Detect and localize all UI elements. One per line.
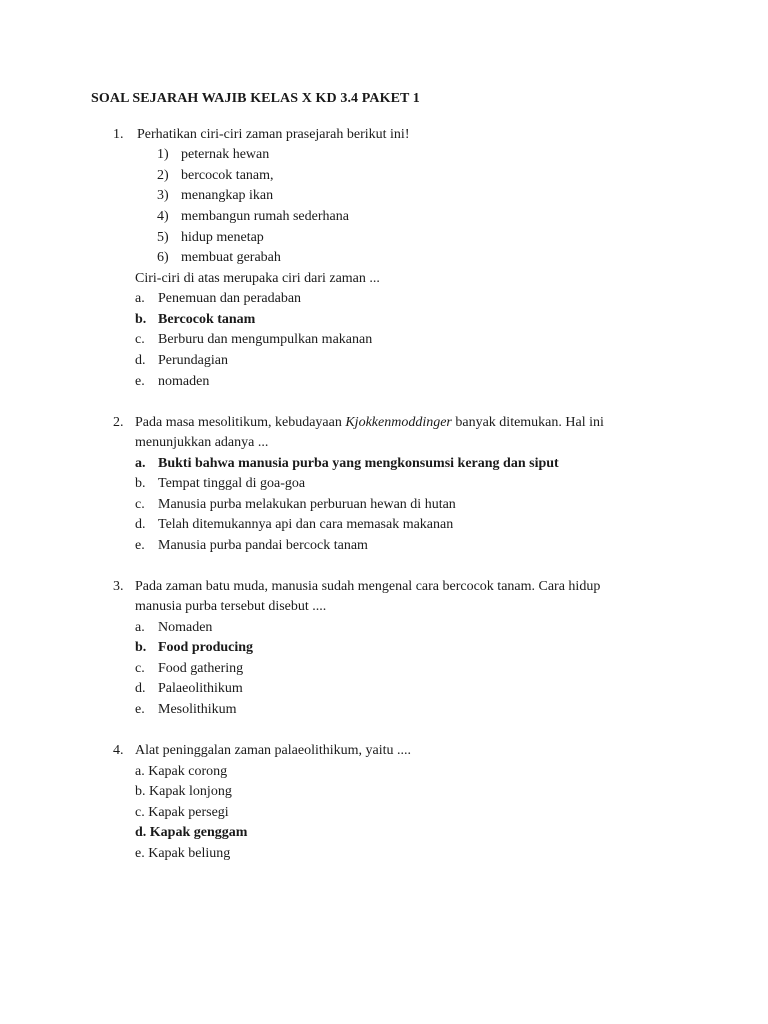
q1-item-number: 3) [157,188,169,203]
q1-item-number: 6) [157,250,169,265]
q1-item-text: menangkap ikan [181,188,274,203]
q2-option-letter: b. [135,476,146,491]
q4-option: c. Kapak persegi [135,805,229,820]
q1-item-number: 5) [157,230,169,245]
q1-option-text: Perundagian [158,353,228,368]
q2-option-letter: d. [135,517,146,532]
q4-option: a. Kapak corong [135,764,228,779]
q3-stem-line2: manusia purba tersebut disebut .... [135,599,327,614]
q4-option-answer: d. Kapak genggam [135,825,248,840]
q1-stem: Perhatikan ciri-ciri zaman prasejarah berikut ini! [137,127,410,142]
q4-option: e. Kapak beliung [135,846,231,861]
q3-option-text: Mesolithikum [158,702,237,717]
q3-stem-line1: Pada zaman batu muda, manusia sudah mengenal cara bercocok tanam. Cara hidup [135,579,601,594]
q2-stem-post: banyak ditemukan. Hal ini [451,415,604,430]
q4-option: b. Kapak lonjong [135,784,232,799]
q1-item-number: 2) [157,168,169,183]
q1-item-text: peternak hewan [181,147,270,162]
q2-number: 2. [113,415,124,430]
q2-stem [135,413,604,434]
q1-item-number: 4) [157,209,169,224]
q3-option-letter: e. [135,702,145,717]
q1-item-text: membuat gerabah [181,250,281,265]
q1-option-letter: c. [135,332,145,347]
q1-option-letter-answer: b. [135,312,147,327]
q4-number: 4. [113,743,124,758]
q4-stem: Alat peninggalan zaman palaeolithikum, yaitu .... [135,743,412,758]
q2-option-letter: c. [135,497,145,512]
q1-item-text: membangun rumah sederhana [181,209,349,224]
q1-option-text: Berburu dan mengumpulkan makanan [158,332,373,347]
q2-option-text: Manusia purba pandai bercock tanam [158,538,368,553]
q3-option-letter-answer: b. [135,640,147,655]
q1-item-text: bercocok tanam, [181,168,274,183]
q1-item-number: 1) [157,147,169,162]
q3-number: 3. [113,579,124,594]
q2-option-letter-answer: a. [135,456,146,471]
q1-option-text-answer: Bercocok tanam [158,312,256,327]
q3-option-letter: d. [135,681,146,696]
q1-number: 1. [113,127,124,142]
q2-option-letter: e. [135,538,145,553]
q2-option-text-answer: Bukti bahwa manusia purba yang mengkonsumsi kerang dan siput [158,456,559,471]
q3-option-text: Food gathering [158,661,244,676]
q2-stem-term: Kjokkenmoddinger [345,415,452,430]
q1-option-letter: d. [135,353,146,368]
q2-option-text: Tempat tinggal di goa-goa [158,476,306,491]
q1-item-text: hidup menetap [181,230,264,245]
document-title: SOAL SEJARAH WAJIB KELAS X KD 3.4 PAKET 1 [91,91,420,106]
q1-option-text: nomaden [158,374,210,389]
q3-option-text-answer: Food producing [158,640,254,655]
q3-option-text: Palaeolithikum [158,681,243,696]
q3-option-text: Nomaden [158,620,213,635]
q2-stem-pre: Pada masa mesolitikum, kebudayaan [135,415,346,430]
q2-option-text: Manusia purba melakukan perburuan hewan di hutan [158,497,456,512]
q1-option-text: Penemuan dan peradaban [158,291,302,306]
q2-stem-line2: menunjukkan adanya ... [135,435,269,450]
q1-prompt: Ciri-ciri di atas merupaka ciri dari zaman ... [135,271,380,286]
q1-option-letter: e. [135,374,145,389]
q3-option-letter: c. [135,661,145,676]
q3-option-letter: a. [135,620,145,635]
q1-option-letter: a. [135,291,145,306]
q2-option-text: Telah ditemukannya api dan cara memasak makanan [158,517,454,532]
